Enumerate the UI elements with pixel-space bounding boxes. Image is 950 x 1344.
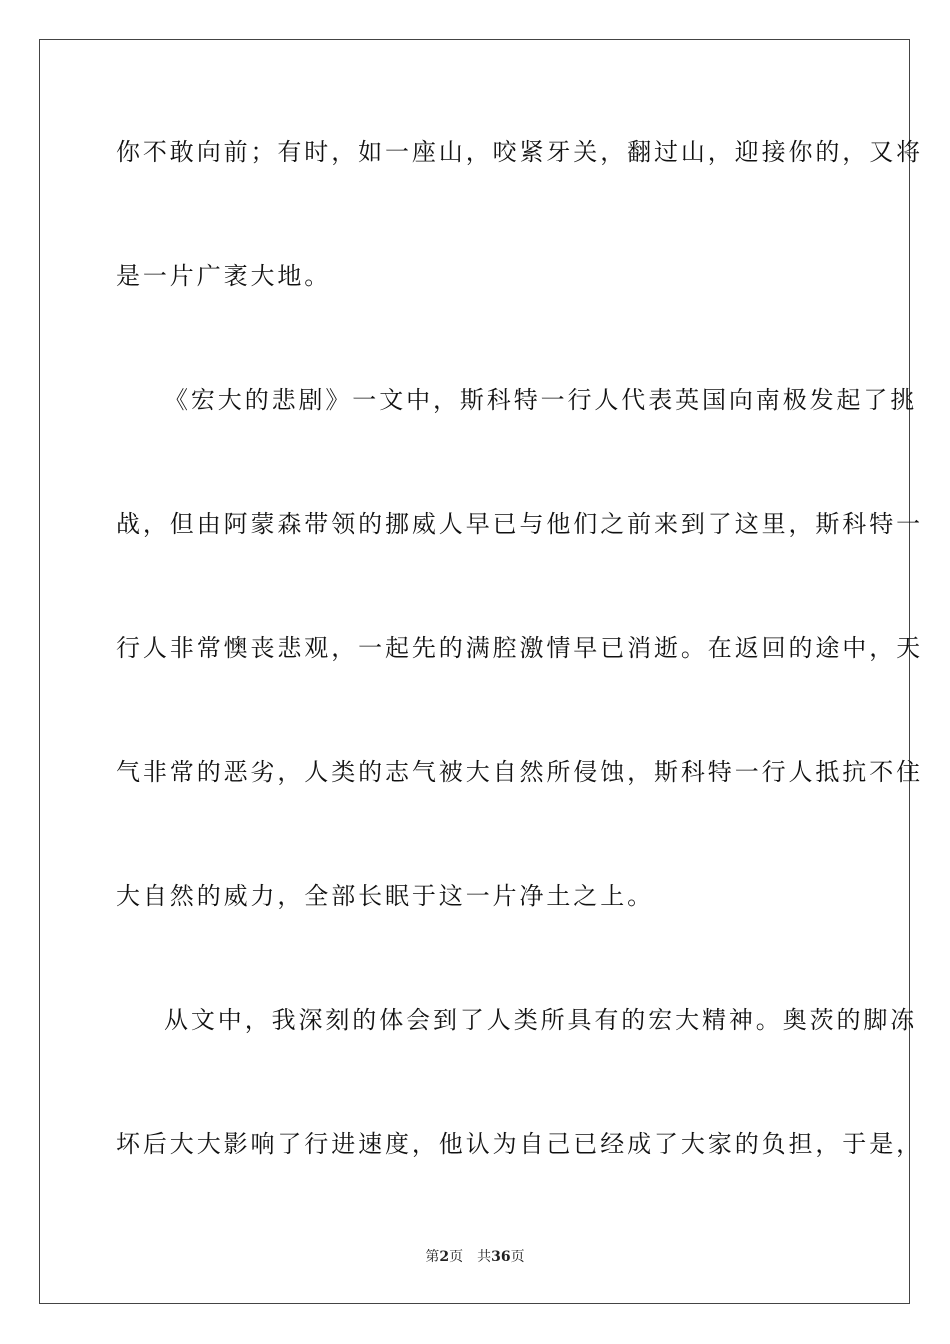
text-line-7: 大自然的威力，全部长眠于这一片净土之上。 (116, 882, 654, 910)
text-line-6: 气非常的恶劣，人类的志气被大自然所侵蚀，斯科特一行人抵抗不住 (116, 758, 923, 786)
text-line-4: 战，但由阿蒙森带领的挪威人早已与他们之前来到了这里，斯科特一 (116, 510, 923, 538)
footer-total-suffix: 页 (510, 1249, 525, 1265)
text-line-2: 是一片广袤大地。 (116, 262, 332, 290)
footer-total-prefix: 共 (477, 1249, 492, 1265)
text-line-5: 行人非常懊丧悲观，一起先的满腔激情早已消逝。在返回的途中，天 (116, 634, 923, 662)
footer-page-current: 2 (439, 1249, 450, 1265)
text-line-1: 你不敢向前；有时，如一座山，咬紧牙关，翻过山，迎接你的，又将 (116, 138, 923, 166)
footer-page-total: 36 (491, 1249, 511, 1265)
page-footer (0, 1248, 950, 1266)
paragraph-start-line-8: 从文中，我深刻的体会到了人类所具有的宏大精神。奥茨的脚冻 (164, 1006, 918, 1034)
paragraph-start-line-3: 《宏大的悲剧》一文中，斯科特一行人代表英国向南极发起了挑 (164, 386, 918, 414)
page-border (39, 39, 923, 1304)
footer-page-suffix: 页 (449, 1249, 464, 1265)
footer-page-prefix: 第 (425, 1249, 440, 1265)
text-line-9: 坏后大大影响了行进速度，他认为自己已经成了大家的负担，于是， (116, 1130, 923, 1158)
